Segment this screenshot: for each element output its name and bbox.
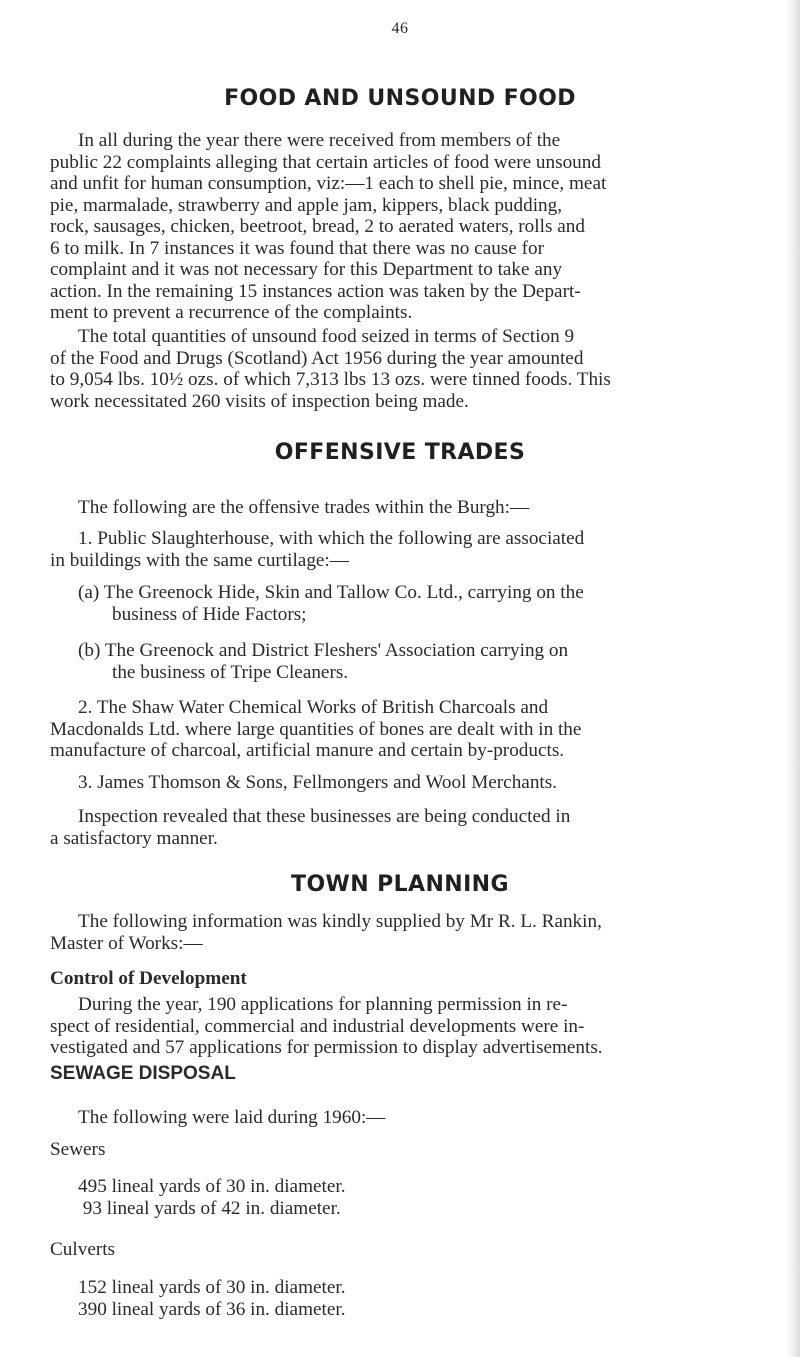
text-line: (a) The Greenock Hide, Skin and Tallow Co. Ltd., carrying on the xyxy=(78,582,584,603)
text-line: business of Hide Factors; xyxy=(112,603,307,625)
text-line: to 9,054 lbs. 10½ ozs. of which 7,313 lbs 13 ozs. were tinned foods. This xyxy=(50,369,611,390)
text-line: (b) The Greenock and District Fleshers' Association carrying on xyxy=(78,640,569,661)
offensive-item-1b xyxy=(78,640,795,683)
offensive-item-1a xyxy=(78,582,795,625)
culverts-line: 152 lineal yards of 30 in. diameter. xyxy=(78,1277,346,1298)
text-line: During the year, 190 applications for planning permission in re- xyxy=(78,994,568,1015)
sewers-line: 93 lineal yards of 42 in. diameter. xyxy=(78,1198,341,1219)
sewage-disposal-heading: SEWAGE DISPOSAL xyxy=(50,1063,236,1084)
offensive-item-3 xyxy=(50,772,795,794)
text-line: 6 to milk. In 7 instances it was found that there was no cause for xyxy=(50,237,544,259)
text-line: complaint and it was not necessary for this Department to take any xyxy=(50,259,563,280)
control-of-development-text xyxy=(50,994,795,1059)
text-line: Inspection revealed that these businesses are being conducted in xyxy=(78,806,571,827)
offensive-trades-heading: OFFENSIVE TRADES xyxy=(274,440,526,465)
text-line: and unfit for human consumption, viz:—1 each to shell pie, mince, meat xyxy=(50,173,607,194)
text-line: The following information was kindly supplied by Mr R. L. Rankin, xyxy=(78,911,602,932)
culverts-heading: Culverts xyxy=(50,1239,116,1260)
offensive-intro xyxy=(50,497,795,519)
text-line: public 22 complaints alleging that certain articles of food were unsound xyxy=(50,151,601,173)
culverts-line: 390 lineal yards of 36 in. diameter. xyxy=(78,1299,346,1320)
text-line: The total quantities of unsound food seized in terms of Section 9 xyxy=(78,326,575,347)
sewers-heading: Sewers xyxy=(50,1139,106,1160)
food-paragraph-2 xyxy=(50,326,795,412)
text-line: work necessitated 260 visits of inspection being made. xyxy=(50,390,469,412)
town-planning-heading: TOWN PLANNING xyxy=(291,872,509,897)
food-paragraph-1 xyxy=(50,130,795,324)
food-heading: FOOD AND UNSOUND FOOD xyxy=(224,86,576,111)
text-line: spect of residential, commercial and industrial developments were in- xyxy=(50,1015,585,1037)
text-line: ment to prevent a recurrence of the complaints. xyxy=(50,302,413,323)
text-line: the business of Tripe Cleaners. xyxy=(112,661,349,683)
text-line: The following are the offensive trades within the Burgh:— xyxy=(78,497,530,518)
text-line: pie, marmalade, strawberry and apple jam, kippers, black pudding, xyxy=(50,194,563,216)
offensive-item-2 xyxy=(50,697,795,762)
text-line: vestigated and 57 applications for permission to display advertisements. xyxy=(50,1037,603,1058)
text-line: The following were laid during 1960:— xyxy=(78,1107,386,1128)
offensive-inspection xyxy=(50,806,795,849)
text-line: 1. Public Slaughterhouse, with which the following are associated xyxy=(78,528,585,549)
sewage-intro xyxy=(50,1107,795,1129)
text-line: Master of Works:— xyxy=(50,932,203,954)
page-number: 46 xyxy=(391,20,409,37)
text-line: rock, sausages, chicken, beetroot, bread, 2 to aerated waters, rolls and xyxy=(50,216,585,237)
sewers-line: 495 lineal yards of 30 in. diameter. xyxy=(78,1176,346,1197)
text-line: In all during the year there were received from members of the xyxy=(78,130,561,151)
text-line: of the Food and Drugs (Scotland) Act 1956 during the year amounted xyxy=(50,347,584,369)
control-of-development-heading: Control of Development xyxy=(50,968,247,989)
town-planning-info xyxy=(50,911,795,954)
text-line: Macdonalds Ltd. where large quantities of bones are dealt with in the xyxy=(50,718,582,740)
text-line: action. In the remaining 15 instances action was taken by the Depart- xyxy=(50,280,581,302)
offensive-item-1 xyxy=(50,528,795,571)
text-line: 3. James Thomson & Sons, Fellmongers and Wool Merchants. xyxy=(78,772,558,793)
text-line: manufacture of charcoal, artificial manure and certain by-products. xyxy=(50,740,565,761)
text-line: in buildings with the same curtilage:— xyxy=(50,549,349,571)
text-line: 2. The Shaw Water Chemical Works of British Charcoals and xyxy=(78,697,549,718)
text-line: a satisfactory manner. xyxy=(50,827,218,849)
